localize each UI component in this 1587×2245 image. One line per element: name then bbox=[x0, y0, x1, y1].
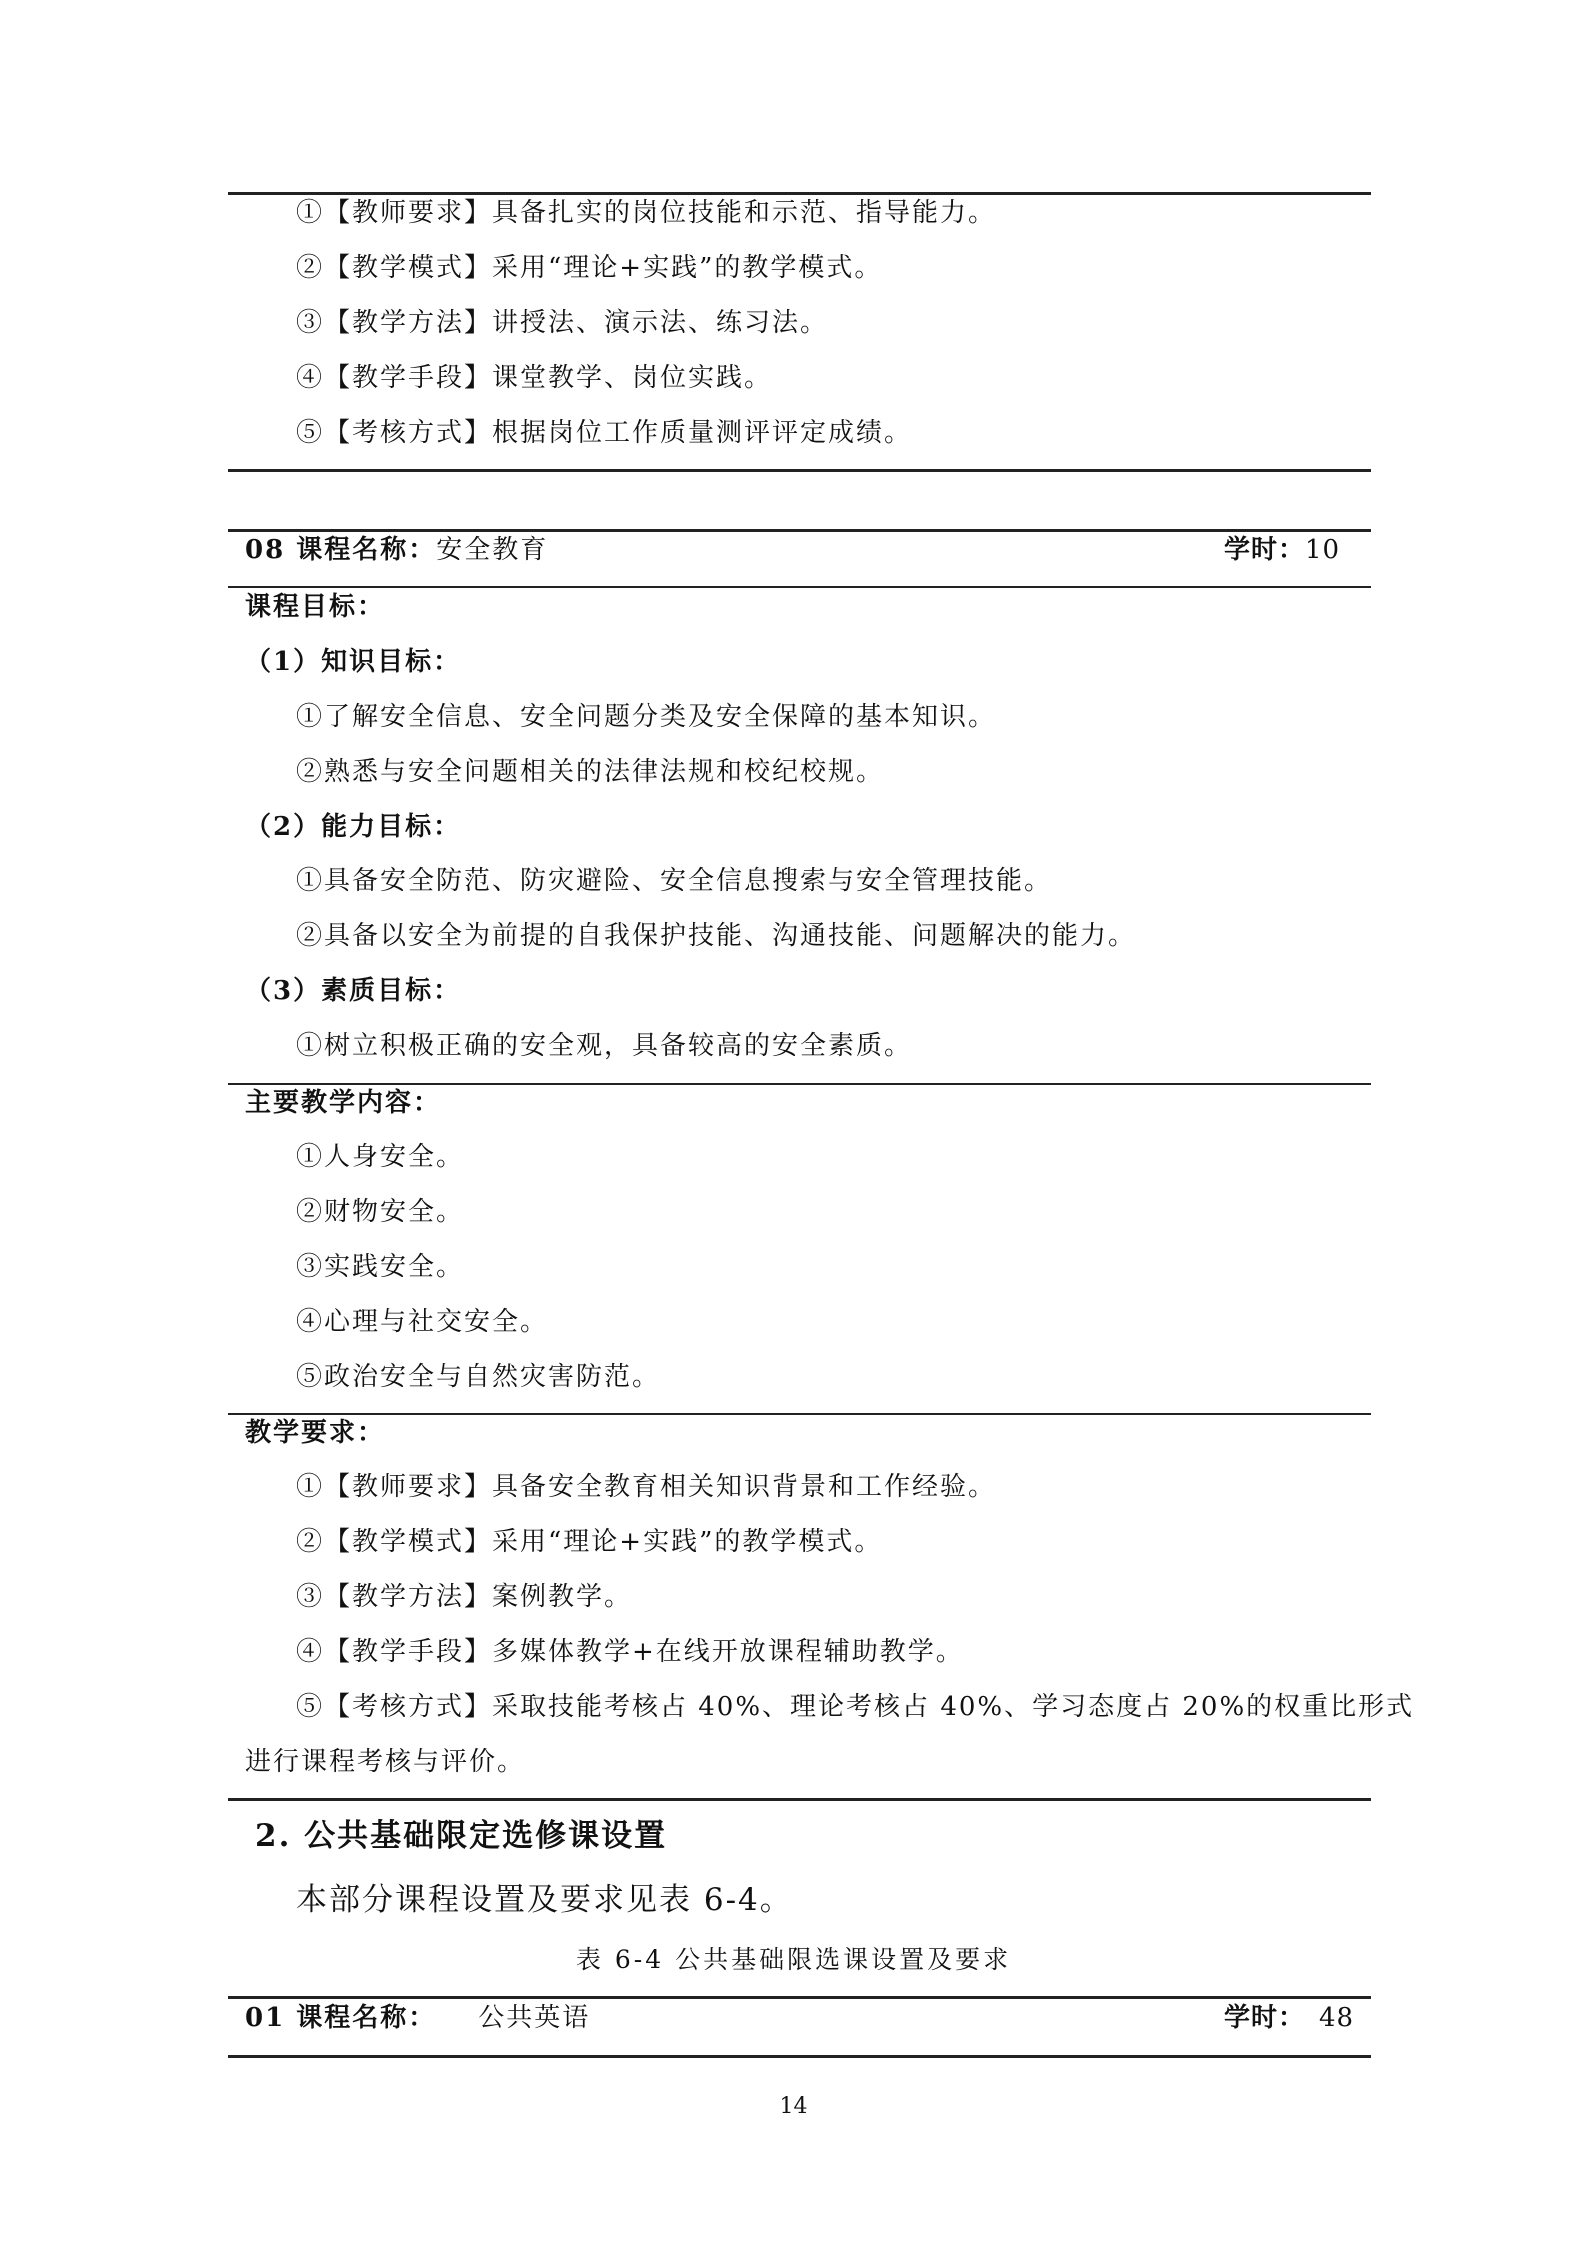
course01-hours bbox=[1224, 2001, 1354, 2035]
requirement-2: ②【教学模式】采用“理论+实践”的教学模式。 bbox=[296, 1527, 883, 1557]
ability-item-2: ②具备以安全为前提的自我保护技能、沟通技能、问题解决的能力。 bbox=[296, 921, 1137, 951]
ability-item-1: ①具备安全防范、防灾避险、安全信息搜索与安全管理技能。 bbox=[296, 866, 1053, 896]
course-name-label: 01 课程名称： bbox=[245, 2003, 437, 2033]
requirement-3: ③【教学方法】案例教学。 bbox=[296, 1582, 633, 1612]
ability-heading: （2）能力目标： bbox=[245, 812, 462, 842]
quality-heading: （3）素质目标： bbox=[245, 976, 462, 1006]
prev-requirement-2: ②【教学模式】采用“理论+实践”的教学模式。 bbox=[296, 253, 883, 283]
hours-label: 学时： bbox=[1224, 535, 1306, 565]
content-bottom-rule bbox=[228, 1413, 1371, 1415]
prev-requirement-3: ③【教学方法】讲授法、演示法、练习法。 bbox=[296, 308, 829, 338]
knowledge-heading: （1）知识目标： bbox=[245, 647, 462, 677]
course08-bottom-rule bbox=[228, 1798, 1371, 1801]
requirement-4: ④【教学手段】多媒体教学+在线开放课程辅助教学。 bbox=[296, 1637, 964, 1667]
course01-bottom-rule bbox=[228, 2055, 1371, 2058]
requirement-5: ⑤【考核方式】采取技能考核占 40%、理论考核占 40%、学习态度占 20%的权重比形式 bbox=[296, 1692, 1415, 1722]
table-caption: 表 6-4 公共基础限选课设置及要求 bbox=[575, 1945, 1012, 1974]
knowledge-item-2: ②熟悉与安全问题相关的法律法规和校纪校规。 bbox=[296, 757, 885, 787]
table-bottom-rule bbox=[228, 469, 1371, 472]
section-intro: 本部分课程设置及要求见表 6-4。 bbox=[296, 1882, 793, 1918]
course08-header-rule bbox=[228, 586, 1371, 588]
course01-title bbox=[245, 2001, 590, 2035]
table-top-rule bbox=[228, 192, 1371, 195]
course-name-label: 08 课程名称： bbox=[245, 535, 437, 565]
objectives-bottom-rule bbox=[228, 1083, 1371, 1085]
content-item-5: ⑤政治安全与自然灾害防范。 bbox=[296, 1362, 661, 1392]
course08-top-rule bbox=[228, 529, 1371, 532]
course-name: 安全教育 bbox=[436, 535, 549, 565]
section-title: 2. 公共基础限定选修课设置 bbox=[255, 1818, 668, 1854]
prev-requirement-5: ⑤【考核方式】根据岗位工作质量测评评定成绩。 bbox=[296, 418, 913, 448]
quality-item-1: ①树立积极正确的安全观，具备较高的安全素质。 bbox=[296, 1031, 913, 1061]
hours-label: 学时： bbox=[1224, 2003, 1306, 2033]
content-item-2: ②财物安全。 bbox=[296, 1197, 465, 1227]
page-number: 14 bbox=[779, 2094, 808, 2119]
content-item-4: ④心理与社交安全。 bbox=[296, 1307, 549, 1337]
hours-value: 10 bbox=[1305, 535, 1341, 565]
content-item-1: ①人身安全。 bbox=[296, 1142, 465, 1172]
course08-title bbox=[245, 533, 548, 567]
knowledge-item-1: ①了解安全信息、安全问题分类及安全保障的基本知识。 bbox=[296, 702, 997, 732]
requirements-heading: 教学要求： bbox=[245, 1418, 386, 1448]
requirement-1: ①【教师要求】具备安全教育相关知识背景和工作经验。 bbox=[296, 1472, 997, 1502]
content-heading: 主要教学内容： bbox=[245, 1088, 442, 1118]
prev-requirement-4: ④【教学手段】课堂教学、岗位实践。 bbox=[296, 363, 773, 393]
content-item-3: ③实践安全。 bbox=[296, 1252, 465, 1282]
course01-top-rule bbox=[228, 1996, 1371, 1999]
requirement-5-continued: 进行课程考核与评价。 bbox=[245, 1747, 526, 1777]
hours-value: 48 bbox=[1319, 2003, 1355, 2033]
course-name: 公共英语 bbox=[478, 2003, 591, 2033]
objectives-heading: 课程目标： bbox=[245, 592, 386, 622]
prev-requirement-1: ①【教师要求】具备扎实的岗位技能和示范、指导能力。 bbox=[296, 198, 997, 228]
course08-hours bbox=[1224, 533, 1340, 567]
